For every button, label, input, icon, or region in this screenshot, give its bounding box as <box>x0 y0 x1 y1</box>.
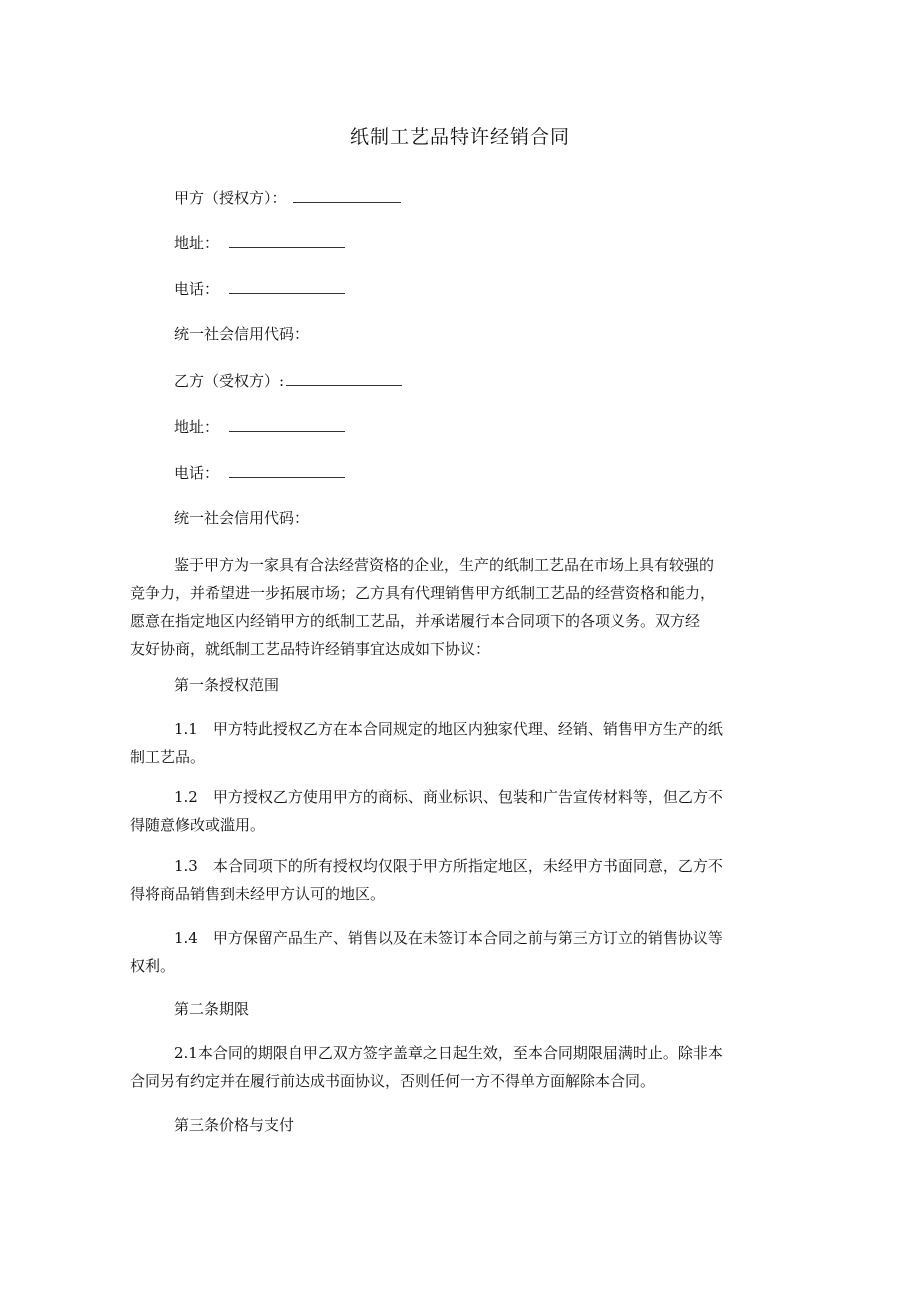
party-a-address-label: 地址： <box>174 234 220 252</box>
party-b-address-blank <box>229 415 345 432</box>
party-b-address-label: 地址： <box>174 418 220 436</box>
clause-2-1-line-1: 2.1本合同的期限自甲乙双方签字盖章之日起生效，至本合同期限届满时止。除非本 <box>174 1044 723 1062</box>
preamble-line-4: 友好协商，就纸制工艺品特许经销事宜达成如下协议： <box>130 640 491 658</box>
article-1-heading: 第一条授权范围 <box>174 676 280 694</box>
party-b-phone-line <box>174 461 345 484</box>
party-b-label: 乙方（受权方）: <box>174 372 285 390</box>
clause-1-4 <box>130 924 794 980</box>
party-a-blank <box>293 186 401 203</box>
clause-1-3-line-2: 得将商品销售到未经甲方认可的地区。 <box>130 885 386 903</box>
article-3-heading: 第三条价格与支付 <box>174 1116 295 1134</box>
clause-1-4-line-2: 权利。 <box>130 957 176 975</box>
party-b-line <box>174 369 402 392</box>
party-a-credit-code-label: 统一社会信用代码： <box>174 325 310 343</box>
party-b-blank <box>286 369 402 386</box>
clause-2-1 <box>130 1039 794 1095</box>
party-b-credit-code-label: 统一社会信用代码： <box>174 509 310 527</box>
clause-1-3-line-1: 1.3 本合同项下的所有授权均仅限于甲方所指定地区，未经甲方书面同意，乙方不 <box>174 857 723 875</box>
party-a-line <box>174 186 401 209</box>
party-a-credit-code-line <box>174 323 309 345</box>
article-2-heading: 第二条期限 <box>174 1000 250 1018</box>
preamble-paragraph <box>130 551 794 663</box>
clause-1-3 <box>130 852 794 908</box>
document-title: 纸制工艺品特许经销合同 <box>349 126 570 148</box>
party-b-address-line <box>174 415 345 438</box>
party-b-phone-blank <box>229 461 345 478</box>
party-b-credit-code-line <box>174 507 309 529</box>
clause-1-1 <box>130 715 794 771</box>
party-a-address-line <box>174 231 345 254</box>
clause-1-2-line-1: 1.2 甲方授权乙方使用甲方的商标、商业标识、包装和广告宣传材料等，但乙方不 <box>174 788 723 806</box>
preamble-line-3: 愿意在指定地区内经销甲方的纸制工艺品，并承诺履行本合同项下的各项义务。双方经 <box>130 612 701 630</box>
preamble-line-2: 竞争力，并希望进一步拓展市场；乙方具有代理销售甲方纸制工艺品的经营资格和能力， <box>130 584 716 602</box>
clause-1-2-line-2: 得随意修改或滥用。 <box>130 816 266 834</box>
party-a-phone-label: 电话： <box>174 280 220 298</box>
preamble-line-1: 鉴于甲方为一家具有合法经营资格的企业，生产的纸制工艺品在市场上具有较强的 <box>174 556 715 574</box>
clause-1-1-line-1: 1.1 甲方特此授权乙方在本合同规定的地区内独家代理、经销、销售甲方生产的纸 <box>174 720 723 738</box>
clause-1-2 <box>130 783 794 839</box>
party-a-label: 甲方（授权方）： <box>174 189 287 207</box>
party-a-phone-blank <box>229 277 345 294</box>
party-a-phone-line <box>174 277 345 300</box>
clause-1-1-line-2: 制工艺品。 <box>130 748 206 766</box>
clause-2-1-line-2: 合同另有约定并在履行前达成书面协议，否则任何一方不得单方面解除本合同。 <box>130 1072 656 1090</box>
party-a-address-blank <box>229 231 345 248</box>
party-b-phone-label: 电话： <box>174 464 220 482</box>
clause-1-4-line-1: 1.4 甲方保留产品生产、销售以及在未签订本合同之前与第三方订立的销售协议等 <box>174 929 723 947</box>
